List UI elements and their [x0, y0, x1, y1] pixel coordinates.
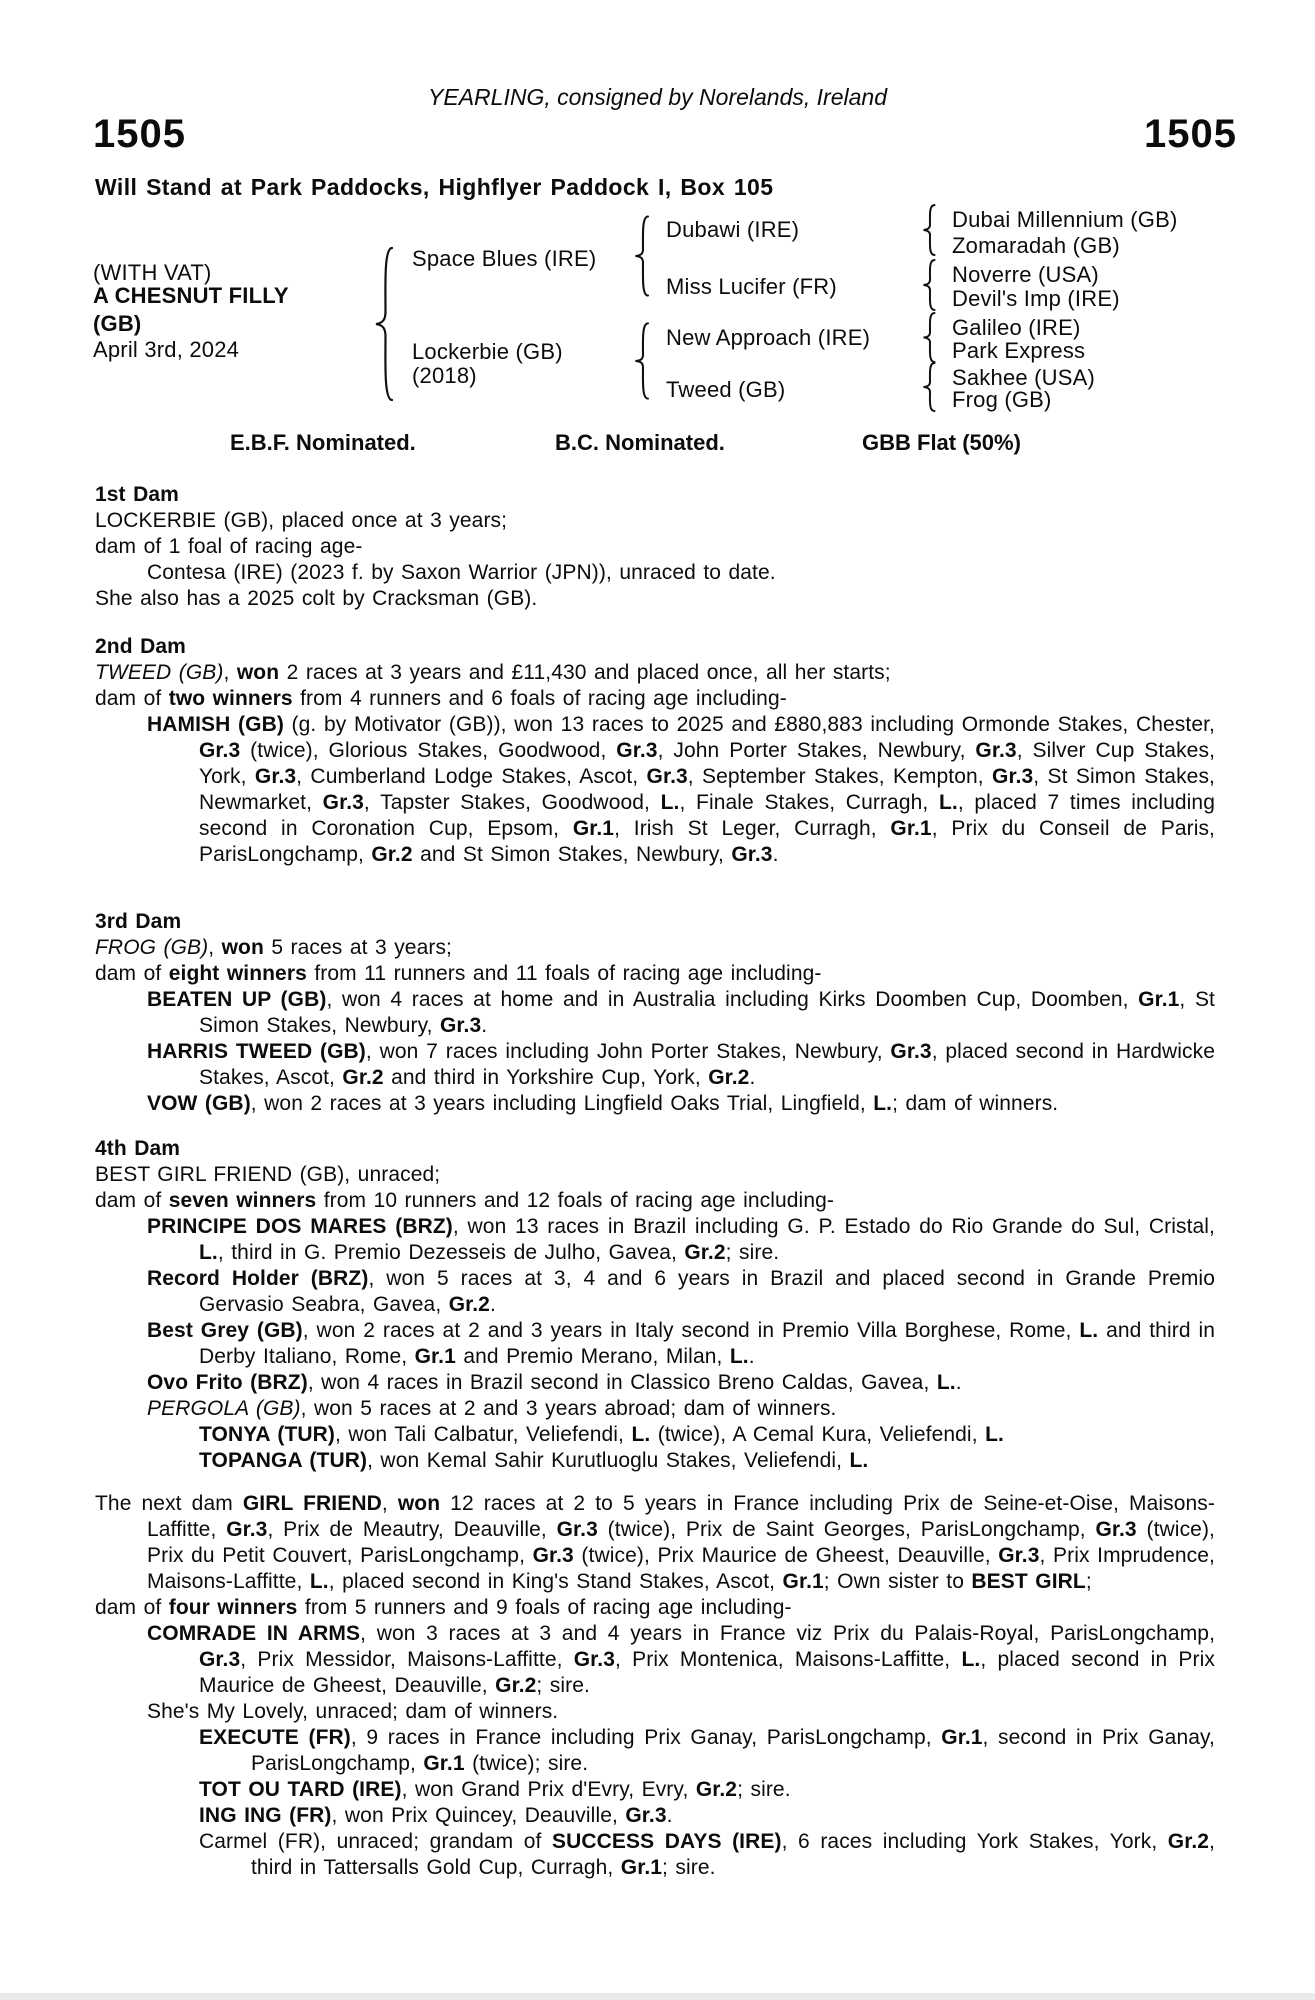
pedigree-text-paragraph: BEATEN UP (GB), won 4 races at home and in Australia including Kirks Doomben Cup, Doomben, Gr.1, St Simon Stakes, Newbury, Gr.3. — [147, 988, 1215, 1037]
pedigree-text-paragraph: EXECUTE (FR), 9 races in France including Prix Ganay, ParisLongchamp, Gr.1, second in Prix Ganay, ParisLongchamp, Gr.1 (twice); sire. — [199, 1726, 1215, 1775]
page-bottom-edge — [0, 1993, 1315, 2000]
lot-number-left: 1505 — [93, 112, 186, 156]
pedigree-text-paragraph: LOCKERBIE (GB), placed once at 3 years; — [95, 509, 508, 532]
bc-nomination: B.C. Nominated. — [555, 430, 725, 455]
pedigree-text-paragraph: dam of seven winners from 10 runners and 12 foals of racing age including- — [95, 1189, 834, 1212]
stand-location: Will Stand at Park Paddocks, Highflyer Paddock I, Box 105 — [95, 174, 774, 200]
pedigree-text-paragraph: Contesa (IRE) (2023 f. by Saxon Warrior (JPN)), unraced to date. — [147, 561, 776, 584]
dam-dam-sire-name: Sakhee (USA) — [952, 365, 1096, 390]
sire-dam-dam-name: Devil's Imp (IRE) — [952, 286, 1120, 311]
dam-section-heading: 2nd Dam — [95, 635, 186, 658]
pedigree-text-paragraph: TONYA (TUR), won Tali Calbatur, Veliefendi, L. (twice), A Cemal Kura, Veliefendi, L. — [199, 1423, 1004, 1446]
dam-sire-sire-name: Galileo (IRE) — [952, 315, 1081, 340]
lot-number-right: 1505 — [1144, 112, 1237, 156]
pedigree-text-paragraph: dam of two winners from 4 runners and 6 foals of racing age including- — [95, 687, 787, 710]
dam-section-heading: 1st Dam — [95, 483, 179, 506]
dam-section — [95, 482, 1215, 612]
dam-year: (2018) — [412, 363, 477, 388]
pedigree-text-paragraph: TOPANGA (TUR), won Kemal Sahir Kurutluoglu Stakes, Veliefendi, L. — [199, 1449, 869, 1472]
subject-suffix: (GB) — [93, 311, 142, 336]
gbb-nomination: GBB Flat (50%) — [862, 430, 1021, 455]
vat-note: (WITH VAT) — [93, 260, 212, 285]
subject-name: A CHESNUT FILLY — [93, 283, 289, 308]
dam-section-heading: 4th Dam — [95, 1137, 181, 1160]
pedigree-text-paragraph: VOW (GB), won 2 races at 3 years including Lingfield Oaks Trial, Lingfield, L.; dam of winners. — [147, 1092, 1059, 1115]
dam-sire-dam-name: Park Express — [952, 338, 1086, 363]
pedigree-text-paragraph: Carmel (FR), unraced; grandam of SUCCESS DAYS (IRE), 6 races including York Stakes, York, Gr.2, third in Tattersalls Gold Cup, Curragh, Gr.1; sire. — [199, 1830, 1215, 1879]
sire-sire-sire-name: Dubai Millennium (GB) — [952, 207, 1178, 232]
sire-name: Space Blues (IRE) — [412, 246, 597, 271]
pedigree-text-paragraph: TOT OU TARD (IRE), won Grand Prix d'Evry, Evry, Gr.2; sire. — [199, 1778, 791, 1801]
pedigree-text-paragraph: PRINCIPE DOS MARES (BRZ), won 13 races in Brazil including G. P. Estado do Rio Grande do Sul, Cristal, L., third in G. Premio Dezesseis de Julho, Gavea, Gr.2; sire. — [147, 1215, 1215, 1264]
pedigree-text-paragraph: She also has a 2025 colt by Cracksman (GB). — [95, 587, 538, 610]
dam-section-heading: 3rd Dam — [95, 910, 182, 933]
pedigree-text-paragraph: COMRADE IN ARMS, won 3 races at 3 and 4 years in France viz Prix du Palais-Royal, ParisLongchamp, Gr.3, Prix Messidor, Maisons-Laffitte, Gr.3, Prix Montenica, Maisons-Laffitte, L., placed second in Prix Maurice de Gheest, Deauville, Gr.2; sire. — [147, 1622, 1216, 1697]
dam-sire-name: New Approach (IRE) — [666, 325, 871, 350]
pedigree-text-paragraph: ING ING (FR), won Prix Quincey, Deauville, Gr.3. — [199, 1804, 673, 1827]
sire-dam-sire-name: Noverre (USA) — [952, 262, 1099, 287]
dam-section — [95, 1491, 1215, 1881]
pedigree-text-paragraph: Ovo Frito (BRZ), won 4 races in Brazil second in Classico Breno Caldas, Gavea, L.. — [147, 1371, 962, 1394]
dam-section — [95, 634, 1215, 868]
pedigree-text-paragraph: FROG (GB), won 5 races at 3 years; — [95, 936, 452, 959]
pedigree-text-paragraph: PERGOLA (GB), won 5 races at 2 and 3 years abroad; dam of winners. — [147, 1397, 837, 1420]
dam-section — [95, 1136, 1215, 1474]
pedigree-text-paragraph: dam of eight winners from 11 runners and 11 foals of racing age including- — [95, 962, 822, 985]
pedigree-text-paragraph: dam of 1 foal of racing age- — [95, 535, 363, 558]
sire-sire-name: Dubawi (IRE) — [666, 217, 800, 242]
pedigree-text-paragraph: HAMISH (GB) (g. by Motivator (GB)), won 13 races to 2025 and £880,883 including Ormonde Stakes, Chester, Gr.3 (twice), Glorious Stakes, Goodwood, Gr.3, John Porter Stakes, Newbury, Gr.3, Silver Cup Stakes, York, Gr.3, Cumberland Lodge Stakes, Ascot, Gr.3, September Stakes, Kempton, Gr.3, St Simon Stakes, Newmarket, Gr.3, Tapster Stakes, Goodwood, L., Finale Stakes, Curragh, L., placed 7 times including second in Coronation Cup, Epsom, Gr.1, Irish St Leger, Curragh, Gr.1, Prix du Conseil de Paris, ParisLongchamp, Gr.2 and St Simon Stakes, Newbury, Gr.3. — [147, 713, 1215, 866]
sire-dam-name: Miss Lucifer (FR) — [666, 274, 837, 299]
sire-sire-dam-name: Zomaradah (GB) — [952, 233, 1120, 258]
pedigree-text-paragraph: Record Holder (BRZ), won 5 races at 3, 4 and 6 years in Brazil and placed second in Grande Premio Gervasio Seabra, Gavea, Gr.2. — [147, 1267, 1215, 1316]
pedigree-text-paragraph: The next dam GIRL FRIEND, won 12 races at 2 to 5 years in France including Prix de Seine-et-Oise, Maisons-Laffitte, Gr.3, Prix de Meautry, Deauville, Gr.3 (twice), Prix de Saint Georges, ParisLongchamp, Gr.3 (twice), Prix du Petit Couvert, ParisLongchamp, Gr.3 (twice), Prix Maurice de Gheest, Deauville, Gr.3, Prix Imprudence, Maisons-Laffitte, L., placed second in King's Stand Stakes, Ascot, Gr.1; Own sister to BEST GIRL; — [95, 1492, 1215, 1593]
subject-foaling-date: April 3rd, 2024 — [93, 337, 240, 362]
pedigree-text-paragraph: dam of four winners from 5 runners and 9 foals of racing age including- — [95, 1596, 792, 1619]
consignment-header: YEARLING, consigned by Norelands, Ireland — [428, 84, 887, 110]
dam-dam-dam-name: Frog (GB) — [952, 387, 1052, 412]
pedigree-text-paragraph: HARRIS TWEED (GB), won 7 races including John Porter Stakes, Newbury, Gr.3, placed second in Hardwicke Stakes, Ascot, Gr.2 and third in Yorkshire Cup, York, Gr.2. — [147, 1040, 1215, 1089]
pedigree-text-sections — [95, 0, 1215, 2000]
dam-section — [95, 909, 1215, 1117]
pedigree-text-paragraph: BEST GIRL FRIEND (GB), unraced; — [95, 1163, 441, 1186]
ebf-nomination: E.B.F. Nominated. — [230, 430, 416, 455]
pedigree-text-paragraph: TWEED (GB), won 2 races at 3 years and £11,430 and placed once, all her starts; — [95, 661, 891, 684]
dam-name: Lockerbie (GB) — [412, 339, 563, 364]
pedigree-text-paragraph: She's My Lovely, unraced; dam of winners. — [147, 1700, 559, 1723]
dam-dam-name: Tweed (GB) — [666, 377, 786, 402]
pedigree-text-paragraph: Best Grey (GB), won 2 races at 2 and 3 years in Italy second in Premio Villa Borghese, Rome, L. and third in Derby Italiano, Rome, Gr.1 and Premio Merano, Milan, L.. — [147, 1319, 1215, 1368]
